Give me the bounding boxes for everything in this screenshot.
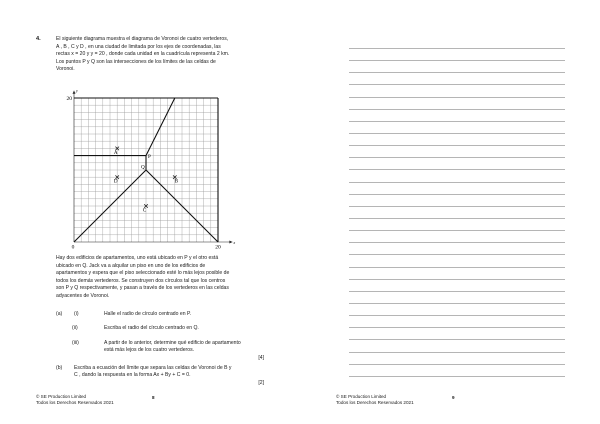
body-line: adyacentes de Voronoi.	[56, 292, 110, 299]
vertex-label: Q	[141, 164, 145, 171]
copyright: © SE Production Limited	[36, 394, 87, 399]
tick-label: 0	[71, 244, 75, 250]
tick-label: 20	[215, 244, 221, 250]
part-i-label: (i)	[74, 311, 79, 317]
answer-line[interactable]	[349, 242, 565, 243]
footer-right	[336, 394, 414, 406]
answer-line[interactable]	[349, 109, 565, 110]
answer-line[interactable]	[349, 182, 565, 183]
answer-line[interactable]	[349, 133, 565, 134]
answer-line[interactable]	[349, 157, 565, 158]
answer-lines	[349, 48, 565, 388]
answer-line[interactable]	[349, 48, 565, 49]
answer-line[interactable]	[349, 339, 565, 340]
intro-line: Voronoi.	[56, 66, 75, 73]
answer-line[interactable]	[349, 352, 565, 353]
answer-line[interactable]	[349, 327, 565, 328]
question-body	[56, 255, 280, 301]
part-b-label: (b)	[56, 365, 63, 371]
answer-line[interactable]	[349, 145, 565, 146]
part-b-text: C , dando la respuesta en la forma Ax + By + C = 0.	[74, 372, 191, 378]
y-axis-label: y	[76, 90, 78, 93]
part-i-text: Halle el radio de círculo centrado en P.	[104, 311, 192, 317]
part-b-marks: [2]	[258, 380, 264, 386]
rights: Todos los Derechos Reservados 2021	[336, 400, 414, 405]
answer-line[interactable]	[349, 267, 565, 268]
answer-line[interactable]	[349, 121, 565, 122]
page-number: 8	[152, 395, 155, 400]
x-axis-arrow	[229, 241, 232, 244]
answer-line[interactable]	[349, 97, 565, 98]
answer-line[interactable]	[349, 291, 565, 292]
body-line: son P y Q respectivamente, y pasan a través de los vertederos en las celdas	[56, 285, 229, 292]
x-axis-label: x	[233, 240, 236, 245]
answer-line[interactable]	[349, 364, 565, 365]
answer-line[interactable]	[349, 254, 565, 255]
answer-line[interactable]	[349, 60, 565, 61]
answer-line[interactable]	[349, 279, 565, 280]
answer-line[interactable]	[349, 218, 565, 219]
intro-line: rectas x = 20 y y = 20 , donde cada unidad en la cuadrícula representa 2 km.	[56, 51, 230, 58]
intro-line: El siguiente diagrama muestra el diagrama de Voronoi de cuatro vertederos,	[56, 36, 229, 42]
part-a-label: (a)	[56, 311, 63, 317]
answer-line[interactable]	[349, 206, 565, 207]
answer-line[interactable]	[349, 169, 565, 170]
intro-line: Los puntos P y Q son las intersecciones de los límites de las celdas de	[56, 58, 216, 65]
page-number: 9	[452, 395, 455, 400]
part-iii-text: A partir de lo anterior, determine qué edificio de apartamento	[104, 340, 241, 346]
intro-line: A , B , C y D , en una ciudad de limitada por los ejes de coordenadas, las	[56, 43, 221, 50]
part-ii-text: Escriba el radio del círculo centrado en Q.	[104, 325, 199, 331]
site-label: B	[174, 178, 179, 185]
tick-label: 20	[66, 96, 72, 102]
part-a-marks: [4]	[258, 355, 264, 361]
footer-left	[36, 394, 114, 406]
body-line: todos los demás vertederos. Se construyen dos círculos tal que los centros	[56, 277, 226, 284]
answer-line[interactable]	[349, 72, 565, 73]
answer-line[interactable]	[349, 194, 565, 195]
question-number: 4.	[36, 36, 41, 42]
answer-line[interactable]	[349, 303, 565, 304]
site-label: A	[113, 149, 118, 156]
body-line: Hay dos edificios de apartamentos, uno está ubicado en P y el otro está	[56, 255, 219, 261]
body-line: apartamentos y espera que el piso seleccionado esté lo más lejos posible de	[56, 270, 230, 277]
copyright: © SE Production Limited	[336, 394, 387, 399]
answer-line[interactable]	[349, 376, 565, 377]
part-ii-label: (ii)	[72, 325, 78, 331]
part-b-text: Escriba a ecuación del límite que separa las celdas de Voronoi de B y	[74, 365, 232, 371]
voronoi-diagram	[60, 90, 240, 250]
body-line: ubicado en Q. Jack va a alquilar un piso en uno de los edificios de	[56, 262, 206, 269]
question-intro	[56, 36, 278, 74]
answer-line[interactable]	[349, 315, 565, 316]
answer-line[interactable]	[349, 84, 565, 85]
answer-line[interactable]	[349, 230, 565, 231]
part-iii-text: está más lejos de los cuatro vertederos.	[104, 347, 195, 353]
rights: Todos los Derechos Reservados 2021	[36, 400, 114, 405]
part-iii-label: (iii)	[72, 340, 79, 346]
site-label: D	[113, 178, 118, 185]
site-label: C	[142, 207, 147, 214]
vertex-label: P	[148, 154, 151, 161]
